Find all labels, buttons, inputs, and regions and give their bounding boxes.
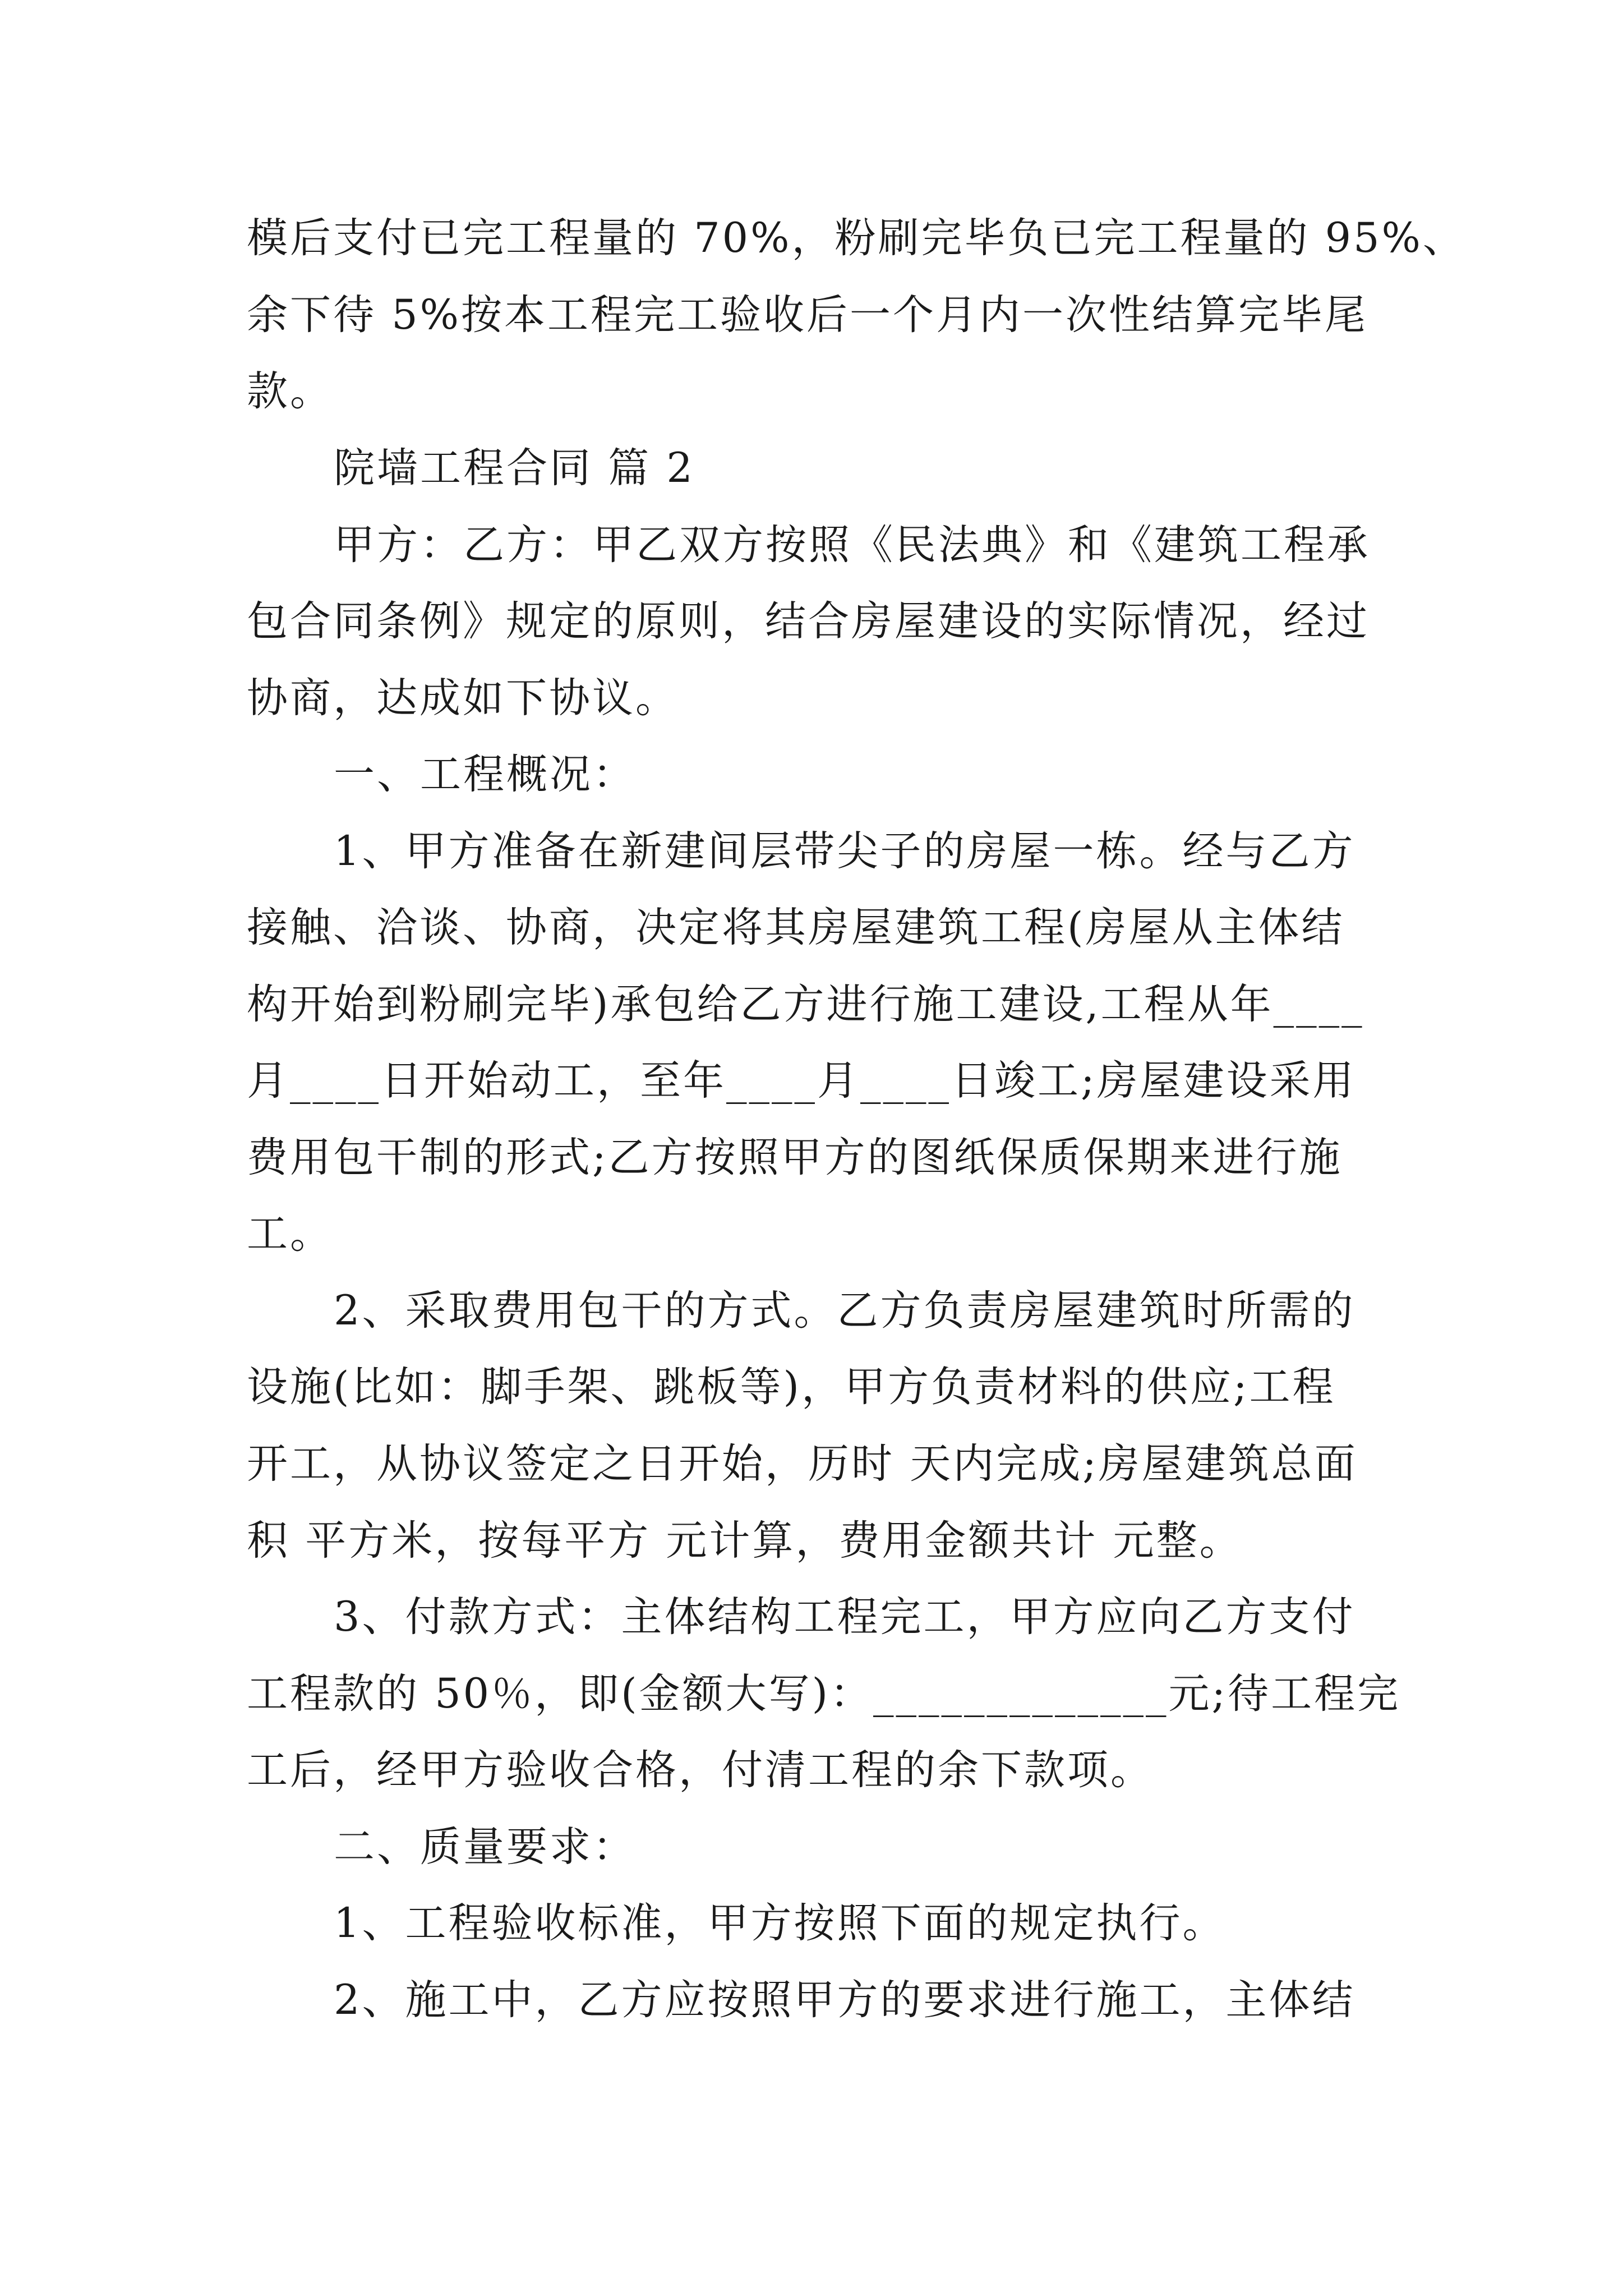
paragraph-line: 协商，达成如下协议。	[247, 674, 679, 722]
paragraph-line: 设施(比如：脚手架、跳板等)，甲方负责材料的供应;工程	[247, 1363, 1336, 1411]
heading-line: 二、质量要求：	[334, 1823, 636, 1871]
paragraph-line: 3、付款方式：主体结构工程完工，甲方应向乙方支付	[334, 1593, 1355, 1641]
section-title: 院墙工程合同 篇 2	[334, 444, 695, 492]
paragraph-line: 工程款的 50％，即(金额大写)：_____________元;待工程完	[247, 1670, 1401, 1718]
paragraph-line: 工。	[247, 1210, 333, 1258]
paragraph-line: 模后支付已完工程量的 70%，粉刷完毕负已完工程量的 95%、	[247, 214, 1466, 262]
heading-line: 一、工程概况：	[334, 751, 636, 798]
paragraph-line: 费用包干制的形式;乙方按照甲方的图纸保质保期来进行施	[247, 1134, 1343, 1181]
paragraph-line: 1、甲方准备在新建间层带尖子的房屋一栋。经与乙方	[334, 827, 1355, 875]
paragraph-line: 甲方：乙方：甲乙双方按照《民法典》和《建筑工程承	[334, 521, 1370, 569]
paragraph-line: 积 平方米，按每平方 元计算，费用金额共计 元整。	[247, 1517, 1243, 1565]
paragraph-line: 接触、洽谈、协商，决定将其房屋建筑工程(房屋从主体结	[247, 904, 1345, 951]
paragraph-line: 2、施工中，乙方应按照甲方的要求进行施工，主体结	[334, 1976, 1355, 2024]
paragraph-line: 余下待 5%按本工程完工验收后一个月内一次性结算完毕尾	[247, 291, 1368, 339]
paragraph-line: 1、工程验收标准，甲方按照下面的规定执行。	[334, 1899, 1226, 1947]
paragraph-line: 款。	[247, 367, 333, 415]
paragraph-line: 月____日开始动工，至年____月____日竣工;房屋建设采用	[247, 1057, 1356, 1105]
paragraph-line: 构开始到粉刷完毕)承包给乙方进行施工建设,工程从年____	[247, 981, 1364, 1028]
paragraph-line: 2、采取费用包干的方式。乙方负责房屋建筑时所需的	[334, 1287, 1355, 1335]
paragraph-line: 工后，经甲方验收合格，付清工程的余下款项。	[247, 1746, 1154, 1794]
paragraph-line: 包合同条例》规定的原则，结合房屋建设的实际情况，经过	[247, 597, 1370, 645]
paragraph-line: 开工，从协议签定之日开始，历时 天内完成;房屋建筑总面	[247, 1440, 1358, 1488]
